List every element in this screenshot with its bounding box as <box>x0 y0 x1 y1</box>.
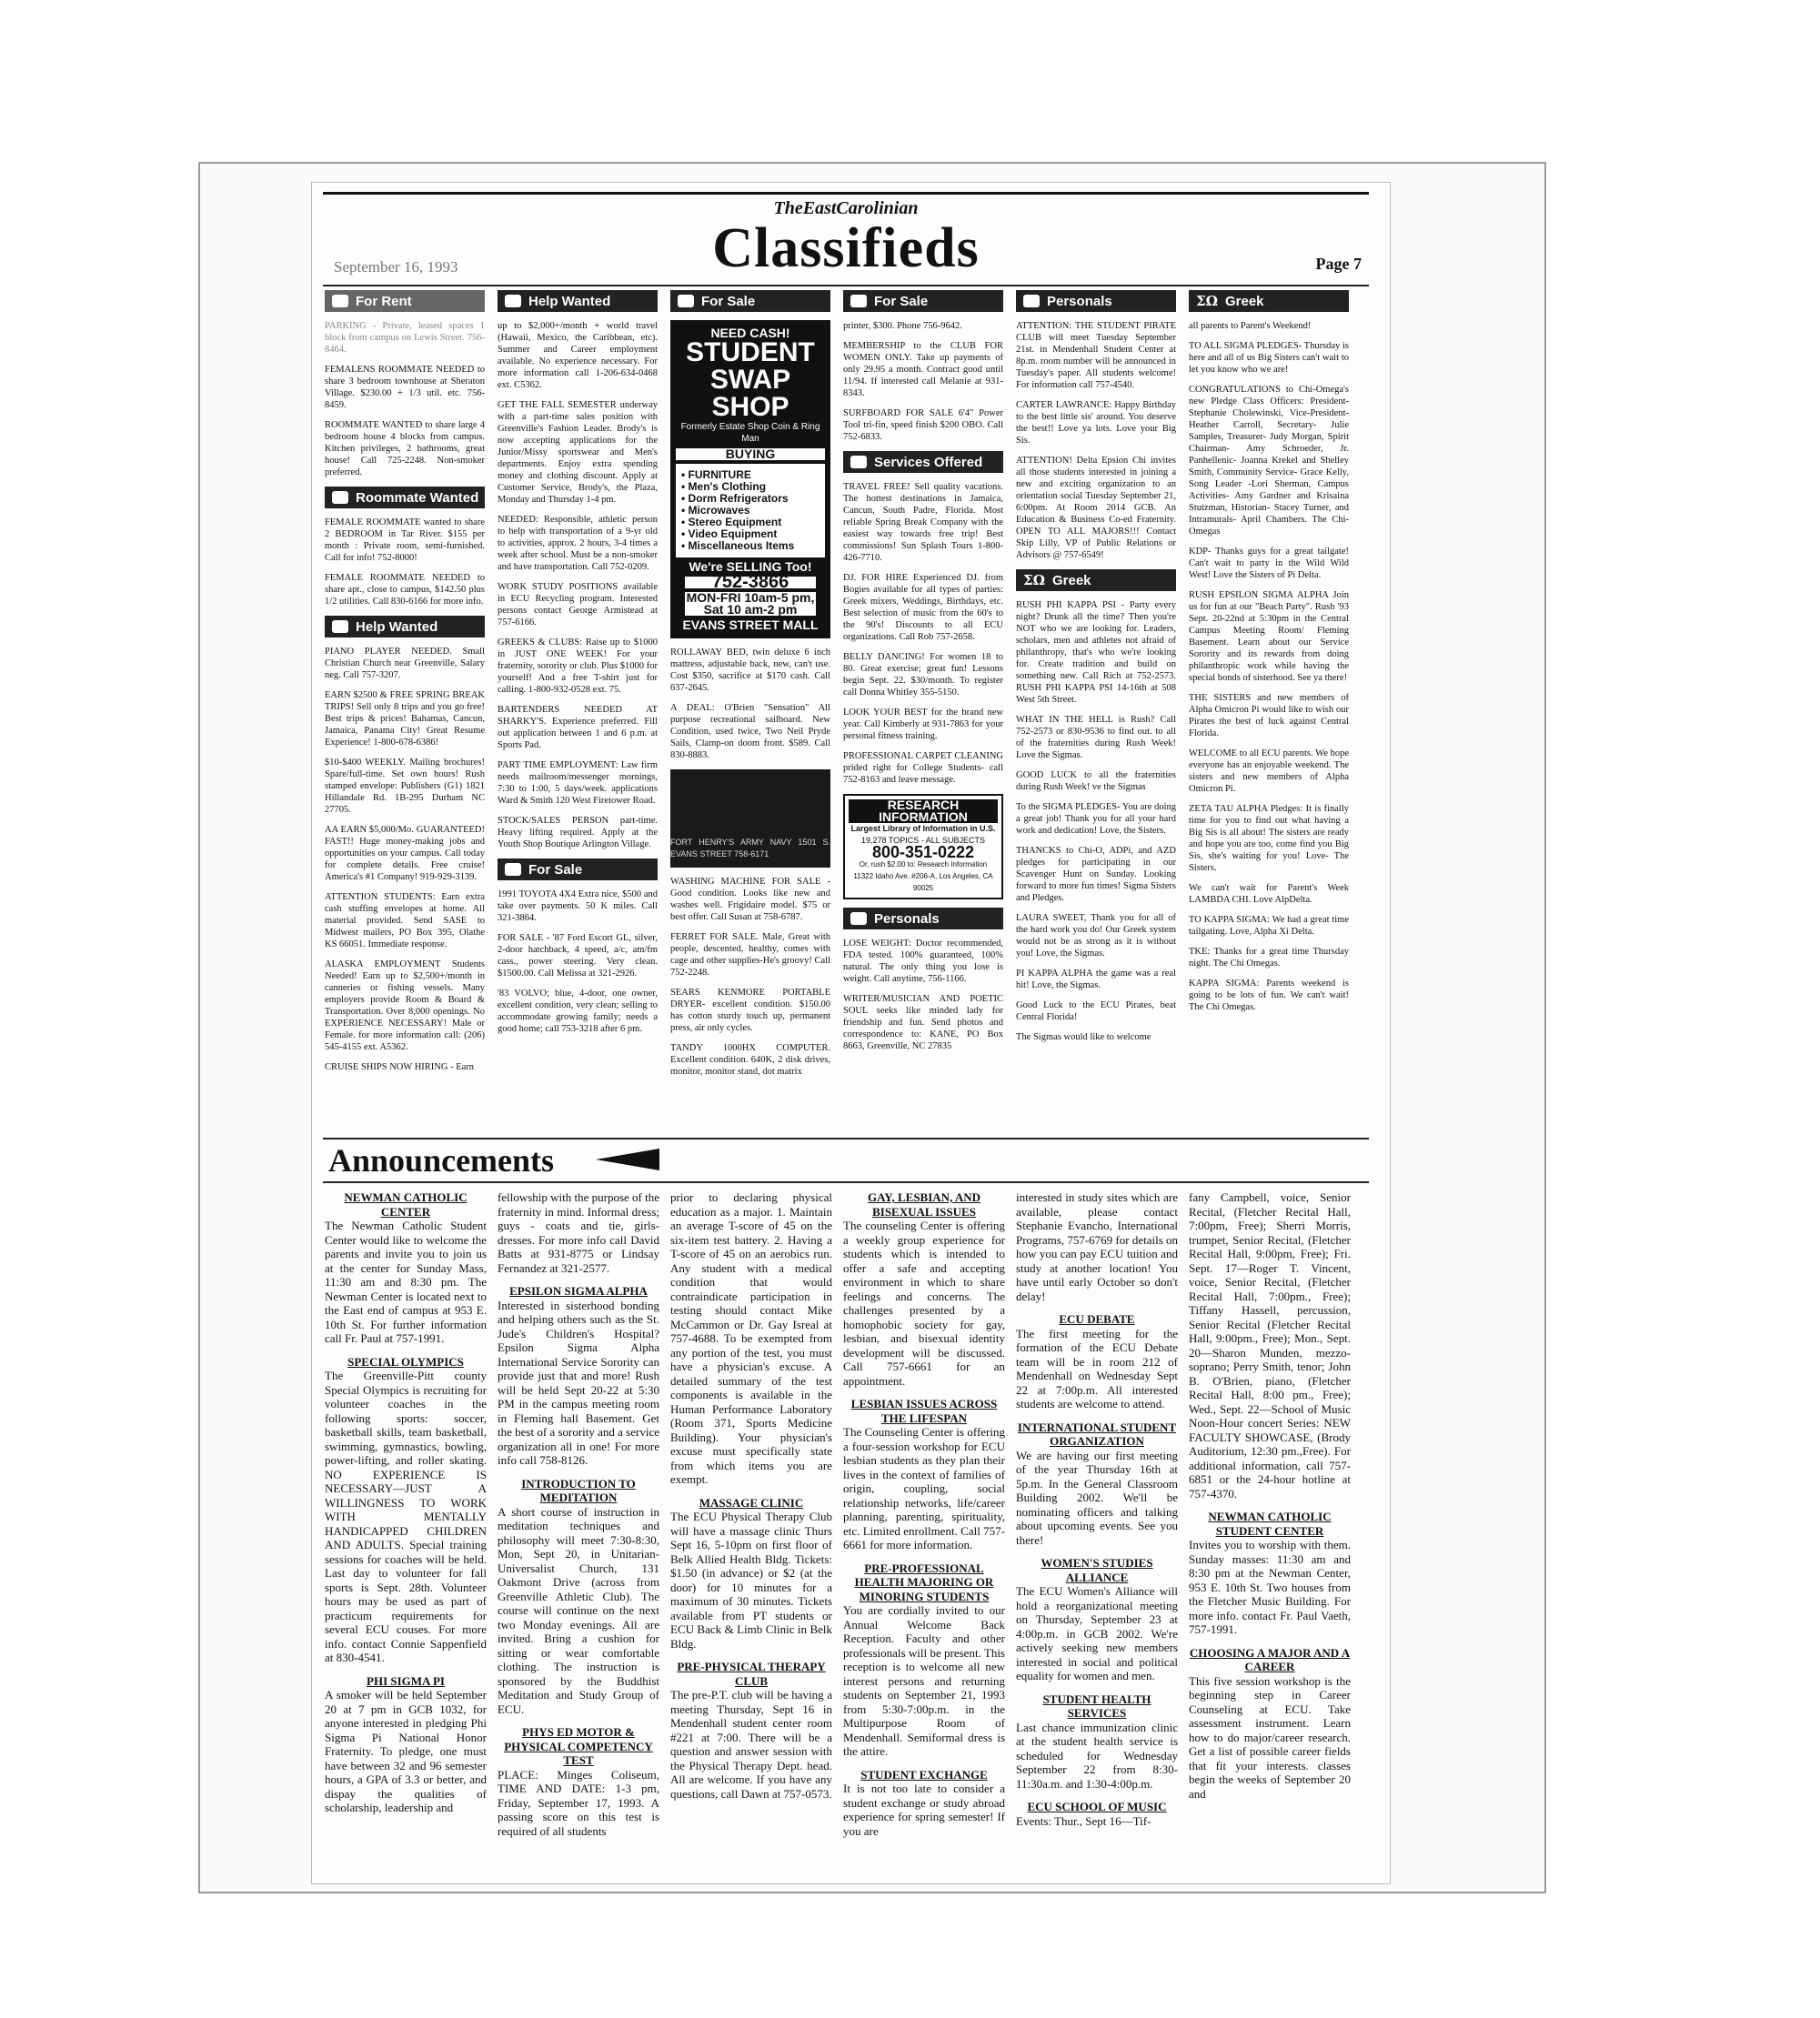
research-information-ad <box>843 794 1003 899</box>
ad-phone: 800-351-0222 <box>871 843 975 861</box>
announcement-column-6 <box>1189 1190 1351 1863</box>
announcement-text: A short course of instruction in meditation techniques and philosophy will meet 7:30-8:30, Mon, Sept 20, in Unitarian-Universalist Church, 131 Oakmont Drive (across from Greenville Athletic Club). The course will continue on the next two Monday evenings. All are invited. Bring a cushion for sitting or wear comfortable clothing. The instruction is sponsored by the Buddhist Meditation and Study Group of ECU. <box>498 1504 659 1716</box>
announcement-heading: PRE-PROFESSIONAL HEALTH MAJORING OR MINORING STUDENTS <box>854 1561 994 1603</box>
ad-text: 1991 TOYOTA 4X4 Extra nice, $500 and take over payments. 50 K miles. Call 321-3864. <box>498 889 658 923</box>
issue-date: September 16, 1993 <box>334 258 458 276</box>
ad-text: PART TIME EMPLOYMENT: Law firm needs mailroom/messenger mornings, 7:30 to 1:00, 5 days/week. applications Ward & Smith 120 West Firetower Road. <box>498 760 658 806</box>
swap-shop-ad <box>670 320 830 638</box>
announcement-heading: NEWMAN CATHOLIC CENTER <box>344 1190 468 1219</box>
ad-text: FEMALE ROOMMATE wanted to share 2 BEDROOM in Tar River. $155 per month : Private room, semi-furnished. Call for info! 752-8000! <box>325 517 485 563</box>
ad-text: printer, $300. Phone 756-9642. <box>843 321 962 331</box>
ad-text: WASHING MACHINE FOR SALE - Good condition. Looks like new and washes well. Frigidaire model. $75 or best offer. Call Susan at 758-6787. <box>670 877 830 922</box>
announcement-heading: ECU SCHOOL OF MUSIC <box>1027 1800 1167 1813</box>
ad-text: SURFBOARD FOR SALE 6'4" Power Tool tri-fin, speed finish $200 OBO. Call 752-6833. <box>843 408 1003 442</box>
announcement-text: The Newman Catholic Student Center would like to welcome the parents and invite you to join us at the center for Sunday Mass, 11:30 am and 8:30 pm. The Newman Center is located next to the East end of campus at 953 E. 10th St. For further information call Fr. Paul at 757-1991. <box>325 1219 487 1345</box>
people-icon <box>1023 295 1040 307</box>
ad-text: BELLY DANCING! For women 18 to 80. Great exercise; great fun! Lessons begin Sept. 22. $30/month. To register call Donna Whitley 355-5150. <box>843 652 1003 698</box>
announcement-column-2 <box>498 1190 659 1863</box>
ad-text: We can't wait for Parent's Week LAMBDA CHI. Love AlpDelta. <box>1189 883 1349 905</box>
ad-text: PARKING - Private, leased spaces 1 block from campus on Lewis Street. 756-8464. <box>325 321 485 355</box>
list-item: • Miscellaneous Items <box>681 539 795 552</box>
header-help-wanted: Help Wanted <box>325 616 485 638</box>
announcement-text: The counseling Center is offering a weekly group experience for students which is intended to offer a safe and accepting environment in which to share feelings and concerns. The challenges presented by a homophobic society for gay, lesbian, and bisexual identity development will be discussed. Call 757-6661 for an appointment. <box>843 1219 1005 1388</box>
announcement-heading: PRE-PHYSICAL THERAPY CLUB <box>677 1660 826 1688</box>
ad-text: WELCOME to all ECU parents. We hope everyone has an enjoyable weekend. The sisters and new members of Alpha Omicron Pi. <box>1189 748 1349 794</box>
truck-icon <box>850 456 867 468</box>
ad-text: TO KAPPA SIGMA: We had a great time tailgating. Love, Alpha Xi Delta. <box>1189 915 1349 937</box>
ad-text: CONGRATULATIONS to Chi-Omega's new Pledge Class Officers: President- Stephanie Cholewinski, Vice-President- Heather Carroll, Secretary- Julie Samples, Treasurer- Judy Morgan, Spirit Chairman- Amy Schroeder, Jr. Panhellenic- Joanna Krekel and Shelley Smith, Community Service- Grace Kelly, Song Leader -Lori Sherman, Campus Activities- Amy Gardner and Krisaina Stutzman, Historian- Stacey Turner, and Intramurals- April Chambers. The Chi-Omegas <box>1189 385 1349 537</box>
classified-column-4 <box>843 290 1003 1131</box>
ad-line: Largest Library of Information in U.S. <box>850 824 996 833</box>
paper-name: TheEastCarolinian <box>773 198 919 218</box>
ad-text: GET THE FALL SEMESTER underway with a part-time sales position with Greenville's Fashion Leader. Brody's is now accepting applications for the Junior/Missy sportswear and Men's departments. Enjoy extra spending money and clothing discount. Apply at Customer Service, Brody's, the Plaza, Monday and Thursday 1-4 pm. <box>498 400 658 505</box>
announcement-heading: WOMEN'S STUDIES ALLIANCE <box>1041 1556 1153 1584</box>
header-personals: Personals <box>1016 290 1176 312</box>
ad-hours: MON-FRI 10am-5 pm, Sat 10 am-2 pm <box>686 590 815 617</box>
header-greek: ΣΩ Greek <box>1189 290 1349 312</box>
ad-text: KAPPA SIGMA: Parents weekend is going to be lots of fun. We can't wait! The Chi Omegas. <box>1189 979 1349 1012</box>
announcement-column-1 <box>325 1190 487 1863</box>
newspaper-page <box>311 182 1391 1884</box>
ad-line: Formerly Estate Shop Coin & Ring Man <box>680 422 820 444</box>
header-greek: ΣΩ Greek <box>1016 569 1176 591</box>
announcement-heading: STUDENT HEALTH SERVICES <box>1042 1692 1151 1720</box>
announcement-heading: LESBIAN ISSUES ACROSS THE LIFESPAN <box>850 1397 998 1425</box>
ad-text: LOSE WEIGHT: Doctor recommended, FDA tested. 100% guaranteed, 100% natural. The only thing you lose is weight. Call anytime, 756-1166. <box>843 939 1003 984</box>
ad-text: ZETA TAU ALPHA Pledges: It is finally time for you to find out what having a Big Sis is all about! The sisters are ready and hope you are too, come find you Big Sis, she's waiting for you! Love- The Sisters. <box>1189 804 1349 873</box>
ad-text: AA EARN $5,000/Mo. GUARANTEED! FAST!! Huge money-making jobs and opportunities on your campus. Call today for complete details. Free cruise! America's #1 Company! 919-929-3139. <box>325 825 485 882</box>
ad-title: RESEARCH INFORMATION <box>849 799 998 823</box>
hand-icon <box>505 295 521 307</box>
ad-text: FERRET FOR SALE. Male, Great with people, descented, healthy, comes with cage and other supplies-He's groovy! Call 752-2248. <box>670 932 830 978</box>
megaphone-icon <box>596 1149 659 1170</box>
ad-text: $10-$400 WEEKLY. Mailing brochures! Spare/full-time. Set own hours! Rush stamped envelope: Publishers (G1) 1821 Hillandale Rd. 1B-295 Durham NC 27705. <box>325 758 485 815</box>
ad-text: ROLLAWAY BED, twin deluxe 6 inch mattress, adjustable back, new, can't use. Cost $350, sacrifice at $170 cash. Call 637-2645. <box>670 648 830 693</box>
ad-text: THANCKS to Chi-O, ADPi, and AZD pledges for participating in our Scavenger Hunt on Sunday. Looking forward to more fun times! Sigma Sisters and Pledges. <box>1016 846 1176 903</box>
masthead-rule <box>323 285 1369 286</box>
ad-location: EVANS STREET MALL <box>682 617 819 632</box>
ad-text: PROFESSIONAL CARPET CLEANING prided right for College Students- call 752-8163 and leave message. <box>843 751 1003 785</box>
ad-text: CRUISE SHIPS NOW HIRING - Earn <box>325 1062 475 1072</box>
announcement-text: The first meeting for the formation of the ECU Debate team will be in room 212 of Mendenhall on Wednesday Sept 22 at 7:00p.m. All interested students are welcome to attend. <box>1016 1326 1178 1411</box>
announcement-text: This five session workshop is the beginning step in Career Counseling at ECU. Take assessment instrument. Learn how to do major/career research. Get a list of possible career fields that fit your interests. classes begin the weeks of September 20 and <box>1189 1673 1351 1801</box>
ad-text: CARTER LAWRANCE: Happy Birthday to the best little sis' around. You deserve the best!! Love ya lots. Love your Big Sis. <box>1016 400 1176 446</box>
list-item: • Stereo Equipment <box>681 516 782 528</box>
announcement-heading: PHI SIGMA PI <box>367 1673 445 1688</box>
ad-text: DJ. FOR HIRE Experienced DJ. from Bogies available for all types of parties: Greek mixers, Weddings, Birthdays, etc. Best selection of music from the 60's to the 90's! Discounts to all ECU organizations. Call Rob 757-2658. <box>843 573 1003 642</box>
ad-line: NEED CASH! <box>710 326 790 340</box>
ad-text: RUSH EPSILON SIGMA ALPHA Join us for fun at our "Beach Party". Rush '93 Sept. 20-22nd at 5:30pm in the Central Campus Meeting Room/ Fleming Basement. Learn about our Service Sorority and its rewards from doing philanthropic work while having the special bonds of sisterhood. See ya there! <box>1189 590 1349 683</box>
ad-text: LOOK YOUR BEST for the brand new year. Call Kimberly at 931-7863 for your personal fitness training. <box>843 708 1003 741</box>
announcement-heading: STUDENT EXCHANGE <box>860 1767 988 1782</box>
announcement-text: The pre-P.T. club will be having a meeting Thursday, Sept 16 in Mendenhall student center room #221 at 7:00. There will be a question and answer session with the Physical Therapy Dept. head. All are welcome. If you have any questions, call Dawn at 757-0573. <box>670 1688 832 1801</box>
list-item: • Men's Clothing <box>681 480 767 493</box>
announcement-text: A smoker will be held September 20 at 7 pm in GCB 1032, for anyone interested in pledging Phi Sigma Pi National Honor Fraternity. To pledge, one must have between 32 and 96 semester hours, a GPA of 3.3 or better, and dispay the qualities of scholarship, leadership and <box>325 1688 487 1814</box>
announcement-text: It is not too late to consider a student exchange or study abroad experience for spring semester! If you are <box>843 1782 1005 1838</box>
ad-line: Or, rush $2.00 to: Research Information 11322 Idaho Ave. #206-A, Los Angeles, CA 90025 <box>853 860 993 892</box>
announcement-heading: SPECIAL OLYMPICS <box>347 1354 464 1369</box>
ad-text: MEMBERSHIP to the CLUB FOR WOMEN ONLY. Take up payments of only 29.95 a month. Contract good until 11/94. If interested call Melanie at 931-8343. <box>843 341 1003 398</box>
ad-text: TRAVEL FREE! Sell quality vacations. The hottest destinations in Jamaica, Cancun, South Padre, Florida. Most reliable Spring Break Company with the easiest way towards free trip! Best commissions! Sun Splash Tours 1-800-426-7710. <box>843 482 1003 563</box>
header-roommate-wanted: Roommate Wanted <box>325 487 485 508</box>
fort-henrys-ad: FORT HENRY'S ARMY NAVY 1501 S. EVANS STREET 758-6171 <box>670 769 830 868</box>
announcement-heading: MASSAGE CLINIC <box>699 1495 804 1510</box>
classified-column-6 <box>1189 290 1349 1131</box>
announcement-heading: EPSILON SIGMA ALPHA <box>509 1284 648 1298</box>
ad-text: WRITER/MUSICIAN AND POETIC SOUL seeks like minded lady for friendship and fun. Send photos and correspondence to: KANE, PO Box 8663, Greenville, NC 27835 <box>843 994 1003 1051</box>
announcement-text: You are cordially invited to our Annual Welcome Back Reception. Faculty and other professionals will be present. This reception is to welcome all new interest persons and returning students on September 21, 1993 from 5:30-7:00p.m. in the Multipurpose Room of Mendenhall. Semiformal dress is the attire. <box>843 1603 1005 1758</box>
ad-text: NEEDED: Responsible, athletic person to help with transportation of a 9-yr old to activities, approx. 2 hours, 3-4 times a week after school. Must be a non-smoker and have transportation. Call 752-0209. <box>498 515 658 572</box>
ad-phone: 752-3866 <box>685 577 816 588</box>
ad-text: PI KAPPA ALPHA the game was a real hit! Love, the Sigmas. <box>1016 969 1176 990</box>
ad-text: FOR SALE - '87 Ford Escort GL, silver, 2-door hatchback, 4 speed, a/c, am/fm cass., power steering. Very clean. $1500.00. Call Melissa at 321-2926. <box>498 933 658 979</box>
ad-text: THE SISTERS and new members of Alpha Omicron Pi would like to wish our Pirates the best of luck against Central Florida. <box>1189 693 1349 738</box>
announcement-heading: INTRODUCTION TO MEDITATION <box>521 1476 636 1504</box>
list-item: • Dorm Refrigerators <box>681 492 789 505</box>
ad-text: ATTENTION STUDENTS: Earn extra cash stuffing envelopes at home. All material provided. Send SASE to Midwest mailers, PO Box 395, Olathe KS 66051. Immediate response. <box>325 892 485 949</box>
announcement-heading: CHOOSING A MAJOR AND A CAREER <box>1189 1645 1351 1673</box>
people-icon <box>850 912 867 925</box>
announcement-heading: ECU DEBATE <box>1059 1312 1135 1326</box>
ad-text: PIANO PLAYER NEEDED. Small Christian Church near Greenville, Salary neg. Call 757-3207. <box>325 647 485 680</box>
ad-text: ATTENTION! Delta Epsion Chi invites all those students interested in joining a new and exciting organization to an orientation social Tuesday September 21, 6:00pm. At Room 2014 GCB. An Education & Business Co-ed Fraternity. OPEN TO ALL MAJORS!!! Contact Skip Lilly, VP of Public Relations or Advisors @ 757-6549! <box>1016 456 1176 560</box>
ad-text: SEARS KENMORE PORTABLE DRYER- excellent condition. $150.00 has cotton sturdy touch up, permanent press, air only cycles. <box>670 988 830 1033</box>
announcements-banner <box>323 1138 1369 1183</box>
announcement-text: Invites you to worship with them. Sunday masses: 11:30 am and 8:30 pm at the Newman Center, 953 E. 10th St. Two houses from the Fletcher Music Building. For more info. contact Fr. Paul Vaeth, 757-1991. <box>1189 1538 1351 1636</box>
header-personals: Personals <box>843 908 1003 929</box>
announcement-text: prior to declaring physical education as a major. 1. Maintain an average T-score of 45 on the six-item test battery. 2. Having a T-score of 45 on an aerobics run. Any student with a medical condition that would contraindicate participation in testing should contact Mike McCammon or Dr. Gay Isreal at 757-4688. To be exempted from any portion of the test, you must have a physician's excuse. A detailed summary of the test components is available in the Human Performance Laboratory (Room 371, Sports Medicine Building). Your physician's excuse must specifically state from which items you are exempt. <box>670 1190 832 1486</box>
announcement-column-5 <box>1016 1190 1178 1863</box>
header-for-sale: For Sale <box>843 290 1003 312</box>
announcements-title: Announcements <box>328 1142 555 1179</box>
ad-text: RUSH PHI KAPPA PSI - Party every night? Drunk all the time? Then you're NOT who we are looking for. Leaders, scholars, men and athletes not afraid of philanthropy, that's who we're looking for. Create tradition and build on something new. Call Rich at 752-2573. RUSH PHI KAPPA PSI 14-16th at 508 West 5th Street. <box>1016 600 1176 705</box>
announcement-text: fany Campbell, voice, Senior Recital, (Fletcher Recital Hall, 7:00pm, Free); Sherri Morris, trumpet, Senior Recital, (Fletcher Recital Hall, 9:00pm, Free); Fri. Sept. 17—Roger T. Vincent, voice, Senior Recital, (Fletcher Recital Hall, 7:00pm., Free); Tiffany Hassell, percussion, Senior Recital (Fletcher Recital Hall, 9:00pm., Free); Mon., Sept. 20—Sharon Munden, mezzo-soprano; Perry Smith, tenor; John B. O'Brien, piano, (Fletcher Recital Hall, 8:00 pm., Free); Wed., Sept. 22—School of Music Noon-Hour concert Series: NEW FACULTY SHOWCASE, (Brody Auditorium, 12:30 pm.,Free). For additional information, call 757-6851 or the 24-hour hotline at 757-4370. <box>1189 1190 1351 1501</box>
announcement-heading: GAY, LESBIAN, AND BISEXUAL ISSUES <box>867 1190 981 1219</box>
ad-text: WORK STUDY POSITIONS available in ECU Recycling program. Interested persons contact George Armistead at 757-6166. <box>498 582 658 627</box>
ad-text: EARN $2500 & FREE SPRING BREAK TRIPS! Sell only 8 trips and you go free! Best trips & prices! Bahamas, Cancun, Jamaica, Panama City! Great Resume Experience! 1-800-678-6386! <box>325 690 485 748</box>
ad-text: ALASKA EMPLOYMENT Students Needed! Earn up to $2,500+/month in canneries or fishing vessels. Many employers provide Room & Board & Transportation. Over 8,000 openings. No EXPERIENCE NECESSARY! Male or Female. for more information call: (206) 545-4155 ext. A5362. <box>325 959 485 1052</box>
house-icon <box>332 491 348 504</box>
page-number: Page 7 <box>1315 255 1362 273</box>
list-item: • FURNITURE <box>681 468 751 481</box>
greek-letters-icon: ΣΩ <box>1023 571 1045 588</box>
phone-icon <box>678 295 694 307</box>
key-icon <box>332 295 348 307</box>
ad-line: We're SELLING Too! <box>689 559 812 574</box>
header-services-offered: Services Offered <box>843 451 1003 473</box>
ad-text: A DEAL: O'Brien "Sensation" All purpose recreational sailboard. New Condition, used twice, Two Neil Pryde Sails, Clamp-on doom front. $589. Call 830-8883. <box>670 703 830 760</box>
ad-text: all parents to Parent's Weekend! <box>1189 321 1312 331</box>
section-title: Classifieds <box>712 217 980 279</box>
announcement-text: interested in study sites which are available, please contact Stephanie Evancho, International Programs, 757-6769 for details on how you can pay ECU tuition and study at another location! You have until early October so don't delay! <box>1016 1190 1178 1303</box>
ad-text: TO ALL SIGMA PLEDGES- Thursday is here and all of us Big Sisters can't wait to let you know who we are! <box>1189 341 1349 375</box>
list-item: • Microwaves <box>681 504 750 517</box>
ad-text: WHAT IN THE HELL is Rush? Call 752-2573 or 830-9536 to find out. to all of the fraternities during Rush Week! Love the Sigmas. <box>1016 715 1176 760</box>
ad-text: '83 VOLVO; blue, 4-door, one owner, excellent condition, very clean; selling to accommodate growing family; needs a good home; call 753-3218 after 6 pm. <box>498 989 658 1034</box>
announcement-heading: PHYS ED MOTOR & PHYSICAL COMPETENCY TEST <box>504 1725 653 1767</box>
ad-text: STOCK/SALES PERSON part-time. Heavy lifting required. Apply at the Youth Shop Boutique Arlington Village. <box>498 816 658 849</box>
ad-text: To the SIGMA PLEDGES- You are doing a great job! Thank you for all your hard work and dedication! Love, the Sisters. <box>1016 802 1176 836</box>
hand-icon <box>332 620 348 633</box>
announcement-text: Last chance immunization clinic at the student health service is scheduled for Wednesday September 22 from 8:30-11:30a.m. and 1:30-4:00p.m. <box>1016 1720 1178 1791</box>
header-help-wanted: Help Wanted <box>498 290 658 312</box>
ad-text: BARTENDERS NEEDED AT SHARKY'S. Experience preferred. Fill out application between 1 and 6 p.m. at Sports Pad. <box>498 705 658 750</box>
ad-line: 19,278 TOPICS - ALL SUBJECTS <box>861 836 985 845</box>
list-item: • Video Equipment <box>681 527 778 540</box>
ad-text: Good Luck to the ECU Pirates, beat Central Florida! <box>1016 1000 1176 1022</box>
header-for-sale: For Sale <box>498 858 658 880</box>
buying-list <box>676 464 825 557</box>
announcement-text: The ECU Women's Alliance will hold a reorganizational meeting on Thursday, September 23 at 4:00p.m. in GCB 2002. We're actively seeking new members interested in social and political equality for women and men. <box>1016 1584 1178 1682</box>
announcement-text: The ECU Physical Therapy Club will have a massage clinic Thurs Sept 16, 5-10pm on first floor of Belk Allied Health Bldg. Tickets: $1.50 (in advance) or $2 (at the door) for 10 minutes for a maximum of 30 minutes. Tickets available from PT students or ECU Back & Limb Clinic in Belk Bldg. <box>670 1510 832 1651</box>
announcement-text: Interested in sisterhood bonding and helping others such as the St. Jude's Children's Hospital? Epsilon Sigma Alpha International Service Sorority can provide just that and more! Rush will be held Sept 20-22 at 5:30 PM in the campus meeting room in Fleming hall Basement. Get the best of a sorority and a service organization all in one! For more info call 758-8126. <box>498 1298 659 1467</box>
ad-title: STUDENT SWAP SHOP <box>686 337 815 422</box>
announcement-text: Events: Thur., Sept 16—Tif- <box>1016 1813 1151 1828</box>
announcement-column-3 <box>670 1190 832 1863</box>
ad-text: TANDY 1000HX COMPUTER. Excellent condition. 640K, 2 disk drives, monitor, monitor stand, dot matrix <box>670 1043 830 1077</box>
announcement-text: fellowship with the purpose of the fraternity in mind. Informal dress; guys - coats and tie, girls- dresses. For more info call David Batts at 931-8775 or Lindsay Fernandez at 321-2577. <box>498 1190 659 1275</box>
announcement-column-4 <box>843 1190 1005 1863</box>
ad-text: KDP- Thanks guys for a great tailgate! Can't wait to party in the Wild Wild West! Love the Sisters of Pi Delta. <box>1189 547 1349 580</box>
header-for-sale: For Sale <box>670 290 830 312</box>
ad-text: FEMALE ROOMMATE NEEDED to share apt., close to campus, $142.50 plus 1/2 utilities. Call 830-6166 for more info. <box>325 573 485 607</box>
ad-text: ATTENTION: THE STUDENT PIRATE CLUB will meet Tuesday September 21st. in Mendenhall Student Center at 8p.m. room number will be announced in Tuesday's paper. All students welcome! For information call 757-4540. <box>1016 321 1176 390</box>
header-for-rent: For Rent <box>325 290 485 312</box>
classified-column-3 <box>670 290 830 1131</box>
greek-letters-icon: ΣΩ <box>1196 292 1218 309</box>
announcement-heading: NEWMAN CATHOLIC STUDENT CENTER <box>1208 1510 1332 1538</box>
ad-text: ROOMMATE WANTED to share large 4 bedroom house 4 blocks from campus. Kitchen privileges, 2 bathrooms, great house! Call 725-2248. Non-smoker preferred. <box>325 420 485 477</box>
ad-text: GREEKS & CLUBS: Raise up to $1000 in JUST ONE WEEK! For your fraternity, sorority or club. Plus $1000 for yourself! And a free T-shirt just for calling. 1-800-932-0528 ext. 75. <box>498 638 658 695</box>
phone-icon <box>850 295 867 307</box>
announcement-text: PLACE: Minges Coliseum, TIME AND DATE: 1-3 pm, Friday, September 17, 1993. A passing score on this test is required of all students <box>498 1767 659 1838</box>
announcement-text: The Greenville-Pitt county Special Olympics is recruiting for volunteer coaches in the following sports: soccer, basketball skills, team basketball, swimming, gymnastics, bowling, power-lifting, and roller skating. NO EXPERIENCE IS NECESSARY—JUST A WILLINGNESS TO WORK WITH MENTALLY HANDICAPPED CHILDREN AND ADULTS. Special training sessions for coaches will be held. Last day to volunteer for fall sports is Sept. 28th. Volunteer hours may be used as part of practicum requirements for several ECU couses. For more info. contact Connie Sappenfield at 830-4541. <box>325 1369 487 1664</box>
phone-icon <box>505 863 521 876</box>
announcement-heading: INTERNATIONAL STUDENT ORGANIZATION <box>1017 1420 1177 1448</box>
ad-text: GOOD LUCK to all the fraternities during Rush Week! ve the Sigmas <box>1016 770 1176 792</box>
classified-column-1 <box>325 290 485 1131</box>
classified-column-2 <box>498 290 658 1131</box>
ad-text: up to $2,000+/month + world travel (Hawaii, Mexico, the Caribbean, etc). Summer and Career employment available. No experience necessary. For more information call 1-206-634-0468 ext. C5362. <box>498 321 658 390</box>
ad-line: BUYING <box>676 448 825 460</box>
announcement-text: We are having our first meeting of the year Thursday 16th at 5p.m. In the General Classroom Building 2002. We'll be nominating officers and talking about upcoming events. See you there! <box>1016 1448 1178 1547</box>
ad-text: FEMALENS ROOMMATE NEEDED to share 3 bedroom townhouse at Sheraton Village. $230.00 + 1/3 util. etc. 756-8459. <box>325 365 485 410</box>
classified-column-5 <box>1016 290 1176 1131</box>
announcement-text: The Counseling Center is offering a four-session workshop for ECU lesbian students as they plan their lives in the context of families of origin, coupling, social relationship networks, life/career planning, parenting, spirituality, etc. Limited enrollment. Call 757-6661 for more information. <box>843 1425 1005 1551</box>
ad-text: TKE: Thanks for a great time Thursday night. The Chi Omegas. <box>1189 947 1349 969</box>
ad-text: The Sigmas would like to welcome <box>1016 1032 1151 1042</box>
ad-text: LAURA SWEET, Thank you for all of the hard work you do! Our Greek system would not be as strong as it is without you! Love, the Sigmas. <box>1016 913 1176 959</box>
